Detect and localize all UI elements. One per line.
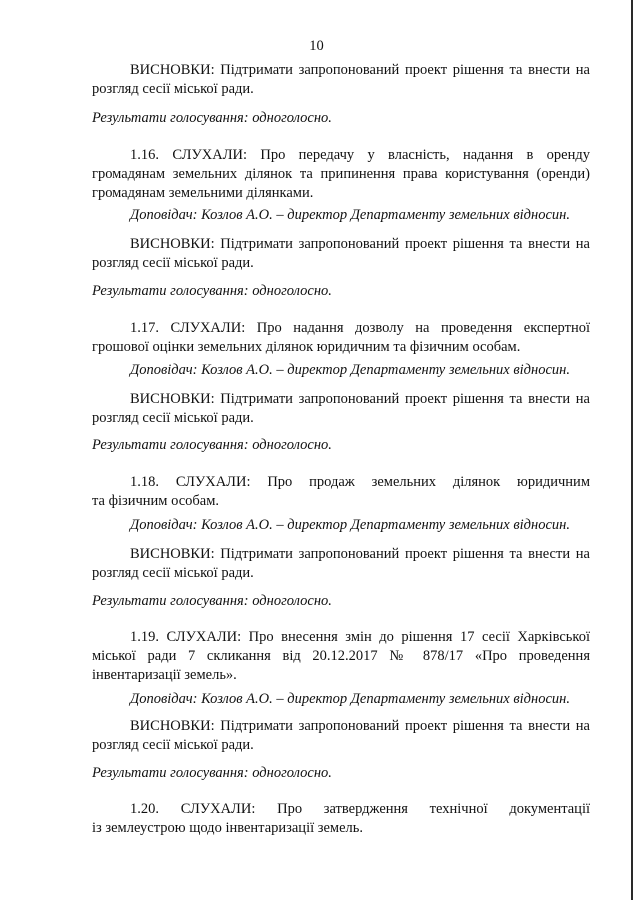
heard-line: 1.18. СЛУХАЛИ: Про продаж земельних ділянок юридичним — [130, 474, 590, 490]
item-1-16-heard — [92, 146, 590, 203]
heard-line: міської ради 7 скликання від 20.12.2017 № 878/17 «Про проведення — [92, 648, 590, 664]
page-number: 10 — [309, 38, 324, 54]
item-1-19-conclusion: ВИСНОВКИ: Підтримати запропонований проект рішення та внести на розгляд сесії міської ради. — [92, 718, 590, 753]
heard-line: 1.19. СЛУХАЛИ: Про внесення змін до рішення 17 сесії Харківської — [130, 629, 590, 645]
heard-line: 1.20. СЛУХАЛИ: Про затвердження технічної документації — [130, 801, 590, 817]
intro-vote-result: Результати голосування: одноголосно. — [92, 110, 332, 126]
intro-conclusion: ВИСНОВКИ: Підтримати запропонований проект рішення та внести на розгляд сесії міської ради. — [92, 62, 590, 97]
heard-line: громадянам земельних ділянок та припинення права користування (оренди) — [92, 166, 590, 182]
item-1-19-speaker: Доповідач: Козлов А.О. – директор Департаменту земельних відносин. — [130, 691, 570, 707]
item-1-17-heard — [92, 319, 590, 357]
item-1-17-speaker: Доповідач: Козлов А.О. – директор Департаменту земельних відносин. — [130, 362, 570, 378]
item-1-20-heard — [92, 800, 590, 838]
heard-line: із землеустрою щодо інвентаризації земель. — [92, 820, 363, 836]
heard-line: 1.16. СЛУХАЛИ: Про передачу у власність, надання в оренду — [130, 147, 590, 163]
heard-line: 1.17. СЛУХАЛИ: Про надання дозволу на проведення експертної — [130, 320, 590, 336]
item-1-16-vote-result: Результати голосування: одноголосно. — [92, 283, 332, 299]
item-1-16-speaker: Доповідач: Козлов А.О. – директор Департаменту земельних відносин. — [130, 207, 570, 223]
item-1-17-conclusion: ВИСНОВКИ: Підтримати запропонований проект рішення та внести на розгляд сесії міської ради. — [92, 391, 590, 426]
heard-line: грошової оцінки земельних ділянок юридичним та фізичним особам. — [92, 339, 521, 355]
item-1-19-heard — [92, 628, 590, 685]
item-1-16-conclusion: ВИСНОВКИ: Підтримати запропонований проект рішення та внести на розгляд сесії міської ради. — [92, 236, 590, 271]
item-1-18-vote-result: Результати голосування: одноголосно. — [92, 593, 332, 609]
heard-line: та фізичним особам. — [92, 493, 220, 509]
item-1-18-speaker: Доповідач: Козлов А.О. – директор Департаменту земельних відносин. — [130, 517, 570, 533]
item-1-19-vote-result: Результати голосування: одноголосно. — [92, 765, 332, 781]
item-1-18-conclusion: ВИСНОВКИ: Підтримати запропонований проект рішення та внести на розгляд сесії міської ради. — [92, 546, 590, 581]
heard-line: інвентаризації земель». — [92, 667, 237, 683]
item-1-17-vote-result: Результати голосування: одноголосно. — [92, 437, 332, 453]
item-1-18-heard — [92, 473, 590, 511]
heard-line: громадянам земельними ділянками. — [92, 185, 314, 201]
